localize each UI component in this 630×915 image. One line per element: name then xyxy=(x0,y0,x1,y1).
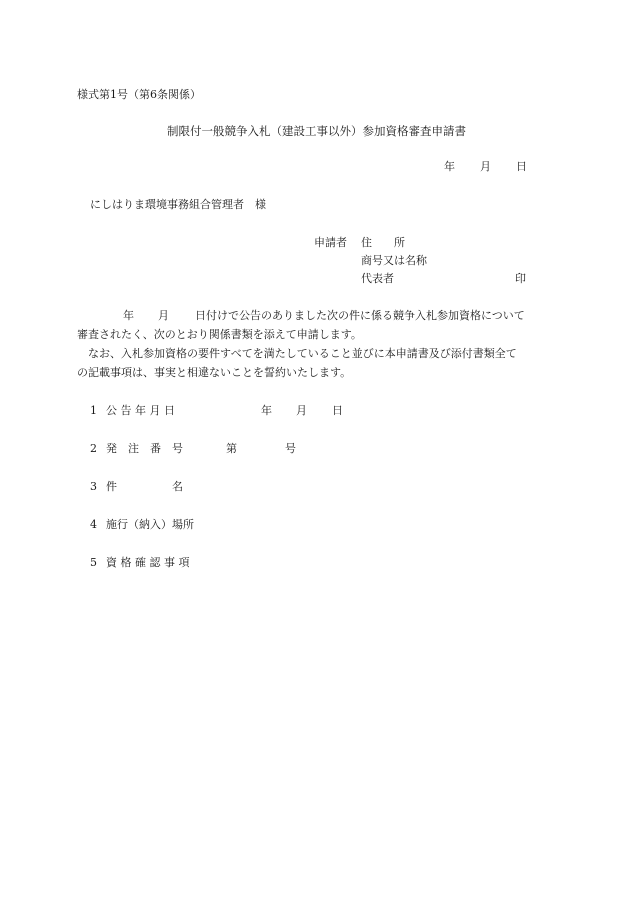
item-year: 年 xyxy=(261,404,272,417)
item-number: 3 xyxy=(90,480,97,493)
applicant-label: 申請者 xyxy=(314,236,347,249)
body-month: 月 xyxy=(158,309,169,322)
item-label: 発 注 番 号 xyxy=(106,442,183,455)
item-label: 公 告 年 月 日 xyxy=(106,404,175,417)
item-prefix: 第 xyxy=(226,442,237,455)
document-title: 制限付一般競争入札（建設工事以外）参加資格審査申請書 xyxy=(167,124,466,138)
date-month: 月 xyxy=(480,160,491,173)
company-label: 商号又は名称 xyxy=(361,254,427,267)
item-suffix: 号 xyxy=(285,442,296,455)
item-label: 施行（納入）場所 xyxy=(106,518,194,531)
item-month: 月 xyxy=(296,404,307,417)
body-line1: 日付けで公告のありました次の件に係る競争入札参加資格について xyxy=(195,309,525,322)
item-label: 件 名 xyxy=(106,480,183,493)
body-line3: なお、入札参加資格の要件すべてを満たしていること並びに本申請書及び添付書類全て xyxy=(88,347,517,360)
date-day: 日 xyxy=(516,160,527,173)
address-label: 住 所 xyxy=(361,236,405,249)
item-number: 4 xyxy=(90,518,97,531)
item-number: 1 xyxy=(90,404,97,417)
item-number: 5 xyxy=(90,556,97,569)
addressee: にしはりま環境事務組合管理者 様 xyxy=(90,198,266,211)
item-label: 資 格 確 認 事 項 xyxy=(106,556,190,569)
form-label: 様式第1号（第6条関係） xyxy=(77,88,201,101)
body-year: 年 xyxy=(123,309,134,322)
item-day: 日 xyxy=(332,404,343,417)
representative-label: 代表者 xyxy=(361,272,394,285)
seal-mark: 印 xyxy=(515,272,526,285)
body-line2: 審査されたく、次のとおり関係書類を添えて申請します。 xyxy=(77,328,362,341)
date-year: 年 xyxy=(444,160,455,173)
item-number: 2 xyxy=(90,442,97,455)
body-line4: の記載事項は、事実と相違ないことを誓約いたします。 xyxy=(77,366,352,379)
